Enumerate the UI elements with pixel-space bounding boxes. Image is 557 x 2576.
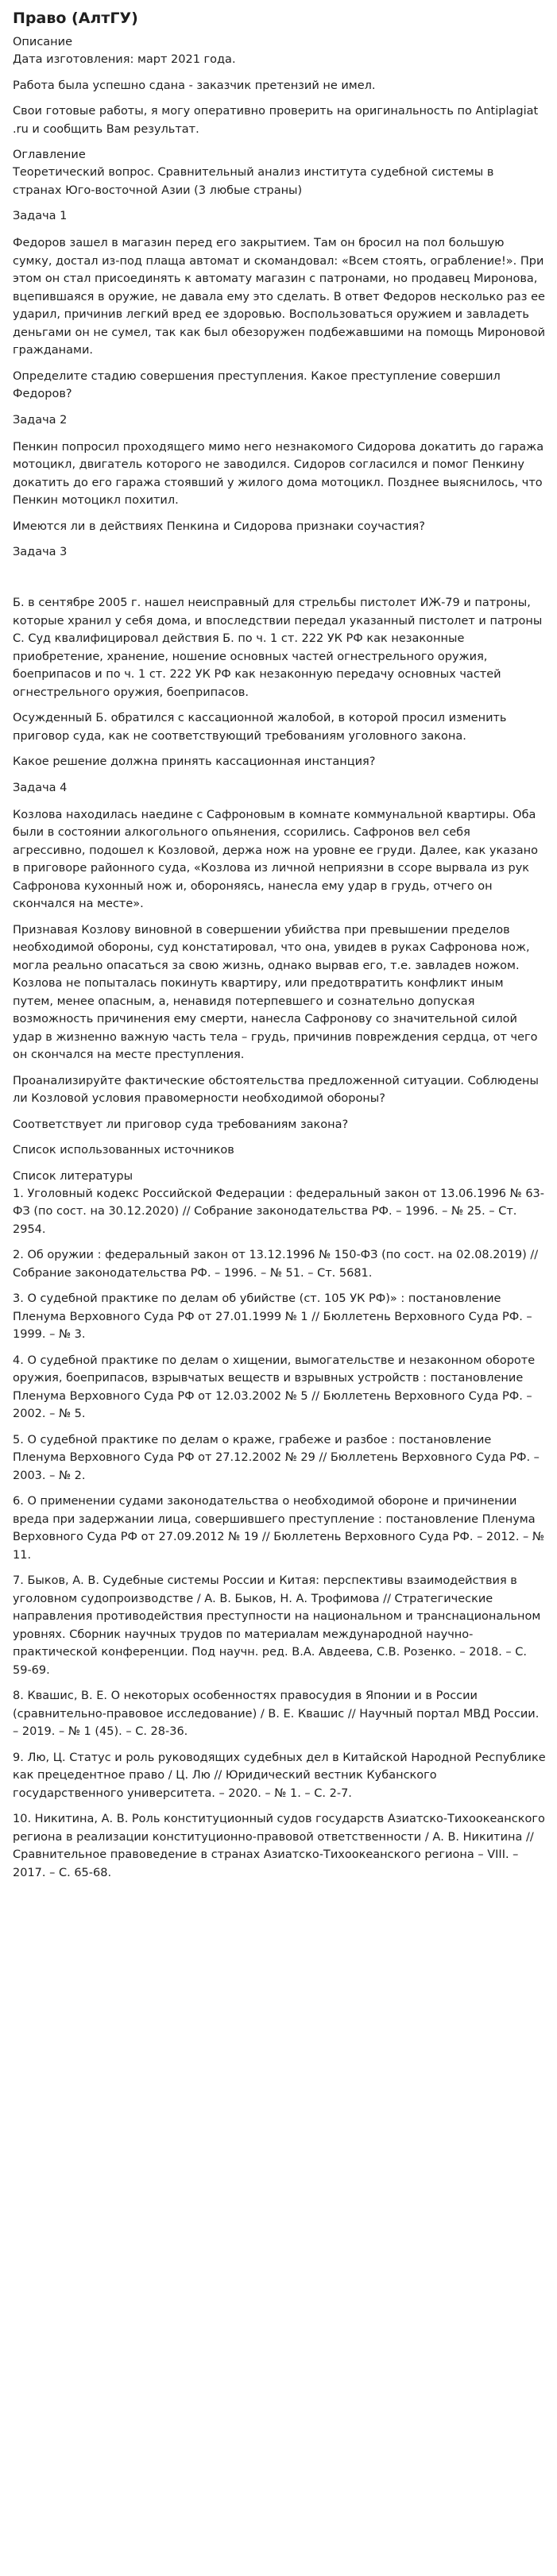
literature-item: 8. Квашис, В. Е. О некоторых особенностях правосудия в Японии и в России (сравнительно-правовое исследование) / В. Е. Квашис // Научный портал МВД России. – 2019. – № 1 (45). – С. 28-36. [13,1690,540,1738]
task-2-title: Задача 2 [13,413,68,427]
literature-item: 1. Уголовный кодекс Российской Федерации : федеральный закон от 13.06.1996 № 63-ФЗ (по сост. на 30.12.2020) // Собрание законодательства РФ. – 1996. – № 25. – Ст. 2954. [13,1187,545,1236]
task-4-question-2: Соответствует ли приговор суда требованиям закона? [13,1118,349,1131]
production-date: Дата изготовления: март 2021 года. [13,53,236,66]
literature-item: 3. О судебной практике по делам об убийстве (ст. 105 УК РФ)» : постановление Пленума Верховного Суда РФ от 27.01.1999 № 1 // Бюллетень Верховного Суда РФ. – 1999. – № 3. [13,1292,532,1341]
task-2-question: Имеются ли в действиях Пенкина и Сидорова признаки соучастия? [13,519,425,533]
theory-question: Теоретический вопрос. Сравнительный анализ института судебной системы в странах Юго-восточной Азии (3 любые страны) [13,166,494,197]
literature-item: 2. Об оружии : федеральный закон от 13.12.1996 № 150-ФЗ (по сост. на 02.08.2019) // Собрание законодательства РФ. – 1996. – № 51. – Ст. 5681. [13,1249,539,1280]
task-3-title: Задача 3 [13,546,68,558]
task-2-text: Пенкин попросил проходящего мимо него незнакомого Сидорова докатить до гаража мотоцикл, двигатель которого не заводился. Сидоров согласился и помог Пенкину докатить до его гаража стоявший у жилого дома мотоцикл. Позднее выяснилось, что Пенкин мотоцикл похитил. [13,440,544,507]
originality-offer: Свои готовые работы, я могу оперативно проверить на оригинальность по Antiplagiat .ru и сообщить Вам результат. [13,105,539,136]
literature-item: 7. Быков, А. В. Судебные системы России и Китая: перспективы взаимодействия в уголовном судопроизводстве / А. В. Быков, Н. А. Трофимова // Стратегические направления противодействия преступности на национальном и транснациональном уровнях. Сборник научных трудов по материалам международной научно-практической конференции. Под научн. ред. В.А. Авдеева, С.В. Розенко. – 2018. – С. 59-69. [13,1574,541,1677]
toc-heading: Оглавление [13,149,86,161]
literature-item: 5. О судебной практике по делам о краже, грабеже и разбое : постановление Пленума Верховного Суда РФ от 27.12.2002 № 29 // Бюллетень Верховного Суда РФ. – 2003. – № 2. [13,1433,540,1482]
task-1-title: Задача 1 [13,210,68,222]
literature-item: 10. Никитина, А. В. Роль конституционный судов государств Азиатско-Тихоокеанского региона в реализации конституционно-правовой ответственности / А. В. Никитина // Сравнительное правоведение в странах Азиатско-Тихоокеанского региона – VIII. – 2017. – С. 65-68. [13,1813,545,1879]
task-1-text: Федоров зашел в магазин перед его закрытием. Там он бросил на пол большую сумку, достал из-под плаща автомат и скомандовал: «Всем стоять, ограбление!». При этом он стал присоединять к автомату магазин с патронами, но продавец Миронова, вцепившаяся в оружие, не давала ему это сделать. В ответ Федоров несколько раз ее ударил, причинив легкий вред ее здоровью. Воспользоваться оружием и завладеть деньгами он не сумел, так как был обезоружен подбежавшими на помощь Мироновой гражданами. [13,237,546,357]
task-1-question: Определите стадию совершения преступления. Какое преступление совершил Федоров? [13,369,501,400]
page-title: Право (АлтГУ) [13,10,138,27]
literature-item: 4. О судебной практике по делам о хищении, вымогательстве и незаконном обороте оружия, боеприпасов, взрывчатых веществ и взрывных устройств : постановление Пленума Верховного Суда РФ от 12.03.2002 № 5 // Бюллетень Верховного Суда РФ. – 2002. – № 5. [13,1354,536,1420]
literature-item: 9. Лю, Ц. Статус и роль руководящих судебных дел в Китайской Народной Республике как прецедентное право / Ц. Лю // Юридический вестник Кубанского государственного университета. – 2020. – № 1. – С. 2-7. [13,1751,546,1800]
literature-item: 6. О применении судами законодательства о необходимой обороне и причинении вреда при задержании лица, совершившего преступление : постановление Пленума Верховного Суда РФ от 27.09.2012 № 19 // Бюллетень Верховного Суда РФ. – 2012. – № 11. [13,1495,544,1562]
blank-line [13,570,546,594]
description-heading: Описание [13,36,72,48]
task-4-title: Задача 4 [13,781,68,794]
sources-heading: Список использованных источников [13,1144,234,1157]
task-4-court-finding: Признавая Козлову виновной в совершении убийства при превышении пределов необходимой обороны, суд констатировал, что она, увидев в руках Сафронова нож, могла реально опасаться за свою жизнь, однако вырвав его, т.е. завладев ножом. Козлова не попыталась покинуть квартиру, или предотвратить конфликт иным путем, менее опасным, а, ненавидя потерпевшего и сознательно допуская возможность причинения ему смерти, нанесла Сафронову со значительной силой удар в жизненно важную часть тела – грудь, причинив повреждения сердца, от чего он скончался на месте преступления. [13,923,538,1061]
task-3-appeal: Осужденный Б. обратился с кассационной жалобой, в которой просил изменить приговор суда, как не соответствующий требованиям уголовного закона. [13,712,507,743]
literature-heading: Список литературы [13,1169,133,1183]
result-note: Работа была успешно сдана - заказчик претензий не имел. [13,79,376,92]
task-4-text: Козлова находилась наедине с Сафроновым в комнате коммунальной квартиры. Оба были в состоянии алкогольного опьянения, ссорились. Сафронов вел себя агрессивно, подошел к Козловой, держа нож на уровне ее груди. Далее, как указано в приговоре районного суда, «Козлова из личной неприязни в ссоре вырвала из рук Сафронова кухонный нож и, обороняясь, нанесла ему удар в грудь, отчего он скончался на месте». [13,808,539,910]
task-3-question: Какое решение должна принять кассационная инстанция? [13,755,376,768]
task-3-text: Б. в сентябре 2005 г. нашел неисправный для стрельбы пистолет ИЖ-79 и патроны, которые хранил у себя дома, и впоследствии передал указанный пистолет и патроны С. Суд квалифицировал действия Б. по ч. 1 ст. 222 УК РФ как незаконные приобретение, хранение, ношение основных частей огнестрельного оружия, боеприпасов и по ч. 1 ст. 222 УК РФ как незаконную передачу основных частей огнестрельного оружия, боеприпасов. [13,597,543,699]
task-4-question-1: Проанализируйте фактические обстоятельства предложенной ситуации. Соблюдены ли Козловой условия правомерности необходимой обороны? [13,1074,539,1105]
